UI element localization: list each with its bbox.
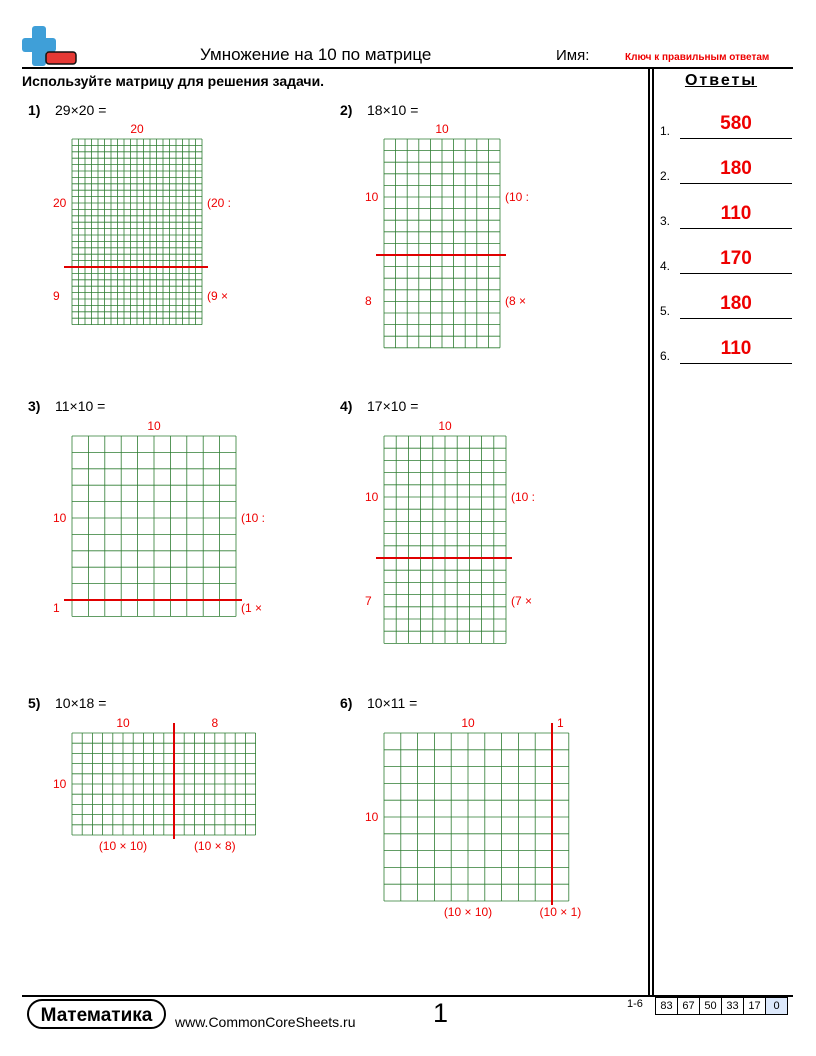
partial-product-label: (1 ×: [241, 601, 263, 616]
top-dimension-label: 1: [557, 716, 564, 730]
answer-line: [680, 138, 792, 139]
problem-number: 5): [28, 695, 41, 711]
left-dimension-label: 10: [53, 777, 67, 791]
multiplication-grid: [60, 721, 268, 847]
problem-expression: 10×11 =: [367, 695, 418, 711]
multiplication-grid: [372, 424, 518, 655]
partial-product-label: (7 ×: [511, 593, 533, 608]
answer-line: [680, 363, 792, 364]
top-dimension-label: 10: [438, 419, 452, 433]
partial-product-label: (10 × 8): [193, 839, 236, 853]
top-dimension-label: 20: [130, 122, 144, 136]
left-dimension-label: 8: [365, 294, 372, 309]
name-label: Имя:: [556, 47, 590, 64]
worksheet-title: Умножение на 10 по матрице: [200, 45, 432, 64]
score-cell: 83: [655, 997, 678, 1015]
instructions: Используйте матрицу для решения задачи.: [22, 73, 325, 89]
top-dimension-label: 10: [435, 122, 449, 136]
page-number: 1: [433, 998, 449, 1028]
partial-product-label: (10 × 10): [98, 839, 148, 853]
partial-product-label: (10 × 1): [539, 905, 582, 919]
problem-number: 4): [340, 398, 353, 414]
plus-minus-logo-icon: [22, 24, 78, 68]
answer-value: 580: [720, 113, 752, 134]
answer-column-divider-inner: [652, 67, 654, 995]
top-dimension-label: 10: [116, 716, 130, 730]
problem-expression: 10×18 =: [55, 695, 107, 711]
site-url: www.CommonCoreSheets.ru: [175, 1014, 356, 1030]
left-dimension-label: 9: [53, 288, 60, 303]
answer-number: 5.: [660, 304, 671, 318]
problem-number: 6): [340, 695, 353, 711]
left-dimension-label: 1: [53, 601, 60, 616]
left-dimension-label: 10: [53, 511, 67, 525]
answer-value: 110: [720, 338, 752, 359]
top-dimension-label: 8: [211, 716, 219, 730]
answer-value: 180: [720, 293, 752, 314]
multiplication-grid: [60, 424, 248, 628]
answer-column-divider: [648, 67, 650, 995]
left-dimension-label: 10: [365, 190, 379, 204]
answer-line: [680, 183, 792, 184]
left-dimension-label: 7: [365, 593, 372, 608]
multiplication-grid: [372, 721, 581, 913]
answer-line: [680, 273, 792, 274]
answer-key-label: Ключ к правильным ответам: [625, 52, 770, 63]
partial-product-label: (20 :: [207, 196, 232, 210]
score-cell: 17: [743, 997, 766, 1015]
answer-value: 110: [720, 203, 752, 224]
answer-line: [680, 318, 792, 319]
partial-product-label: (10 × 10): [443, 905, 493, 919]
problem-expression: 17×10 =: [367, 398, 419, 414]
left-dimension-label: 20: [53, 196, 67, 210]
left-dimension-label: 10: [365, 490, 379, 504]
answer-number: 2.: [660, 169, 671, 183]
multiplication-grid: [60, 127, 214, 337]
score-cell: 50: [699, 997, 722, 1015]
answer-number: 3.: [660, 214, 671, 228]
problem-expression: 11×10 =: [55, 398, 106, 414]
partial-product-label: (9 ×: [207, 288, 229, 303]
answer-line: [680, 228, 792, 229]
score-range: 1-6: [627, 998, 643, 1010]
answer-value: 180: [720, 158, 752, 179]
partial-product-label: (8 ×: [505, 294, 527, 309]
top-dimension-label: 10: [147, 419, 161, 433]
header-divider: [22, 67, 793, 69]
answer-number: 6.: [660, 349, 671, 363]
problem-number: 1): [28, 102, 41, 118]
answer-number: 1.: [660, 124, 671, 138]
partial-product-label: (10 :: [505, 190, 530, 204]
problem-number: 2): [340, 102, 353, 118]
score-cell: 0: [765, 997, 788, 1015]
score-table: [656, 997, 788, 1015]
answers-title: Ответы: [684, 72, 758, 89]
left-dimension-label: 10: [365, 810, 379, 824]
score-cell: 67: [677, 997, 700, 1015]
partial-product-label: (10 :: [511, 490, 536, 504]
answer-value: 170: [720, 248, 752, 269]
problem-expression: 18×10 =: [367, 102, 419, 118]
brand-badge: Математика: [27, 999, 166, 1029]
top-dimension-label: 10: [461, 716, 475, 730]
score-cell: 33: [721, 997, 744, 1015]
partial-product-label: (10 :: [241, 511, 266, 525]
problem-expression: 29×20 =: [55, 102, 107, 118]
answer-number: 4.: [660, 259, 671, 273]
problem-number: 3): [28, 398, 41, 414]
multiplication-grid: [372, 127, 512, 360]
